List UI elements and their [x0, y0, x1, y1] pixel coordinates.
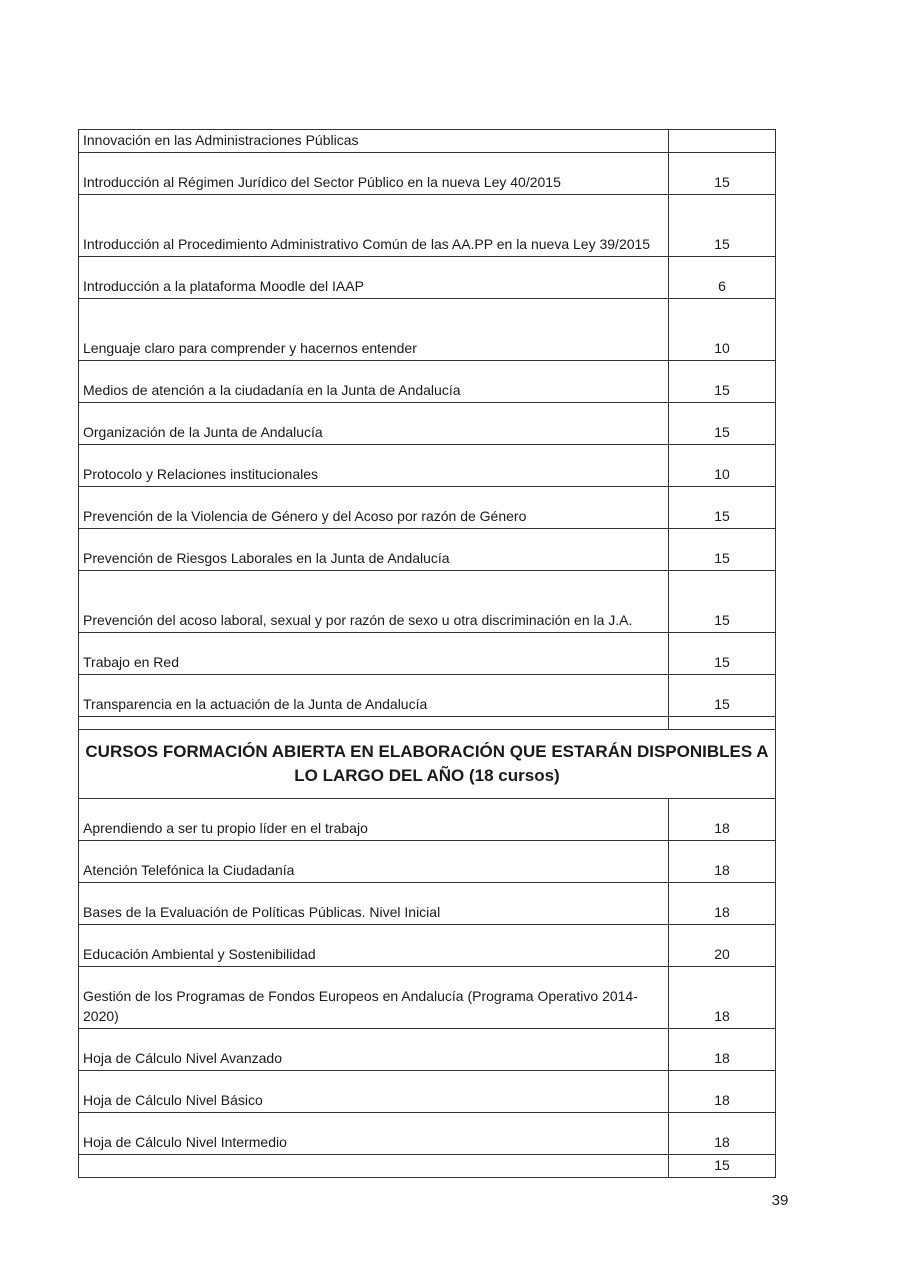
course-hours: 15 — [669, 633, 776, 675]
table-row — [79, 633, 776, 675]
table-row — [79, 299, 776, 361]
table-row — [79, 445, 776, 487]
table-row — [79, 153, 776, 195]
page-number: 39 — [771, 1192, 789, 1209]
course-name: Atención Telefónica la Ciudadanía — [79, 841, 669, 883]
table-row — [79, 1155, 776, 1178]
table-row — [79, 130, 776, 153]
course-hours: 15 — [669, 195, 776, 257]
course-hours: 15 — [669, 403, 776, 445]
course-name: Hoja de Cálculo Nivel Avanzado — [79, 1029, 669, 1071]
course-hours: 18 — [669, 1113, 776, 1155]
course-name: Hoja de Cálculo Nivel Básico — [79, 1071, 669, 1113]
course-hours: 15 — [669, 675, 776, 717]
course-name: Prevención de la Violencia de Género y del Acoso por razón de Género — [79, 487, 669, 529]
course-hours: 18 — [669, 967, 776, 1029]
course-hours: 10 — [669, 445, 776, 487]
table-row — [79, 799, 776, 841]
table-row — [79, 883, 776, 925]
table-row — [79, 403, 776, 445]
course-hours: 15 — [669, 529, 776, 571]
course-hours: 15 — [669, 487, 776, 529]
course-hours: 6 — [669, 257, 776, 299]
course-hours: 18 — [669, 1029, 776, 1071]
course-hours: 18 — [669, 841, 776, 883]
table-row — [79, 1029, 776, 1071]
spacer-row — [79, 717, 776, 730]
table-row — [79, 195, 776, 257]
course-name: Introducción a la plataforma Moodle del IAAP — [79, 257, 669, 299]
table-row — [79, 675, 776, 717]
course-name: Hoja de Cálculo Nivel Intermedio — [79, 1113, 669, 1155]
course-hours: 18 — [669, 883, 776, 925]
course-hours: 15 — [669, 571, 776, 633]
course-name — [79, 1155, 669, 1178]
course-name: Prevención del acoso laboral, sexual y por razón de sexo u otra discriminación en la J.A. — [79, 571, 669, 633]
course-name: Lenguaje claro para comprender y hacernos entender — [79, 299, 669, 361]
course-hours: 15 — [669, 153, 776, 195]
table-row — [79, 487, 776, 529]
course-name: Transparencia en la actuación de la Junta de Andalucía — [79, 675, 669, 717]
course-hours — [669, 130, 776, 153]
course-name: Organización de la Junta de Andalucía — [79, 403, 669, 445]
course-name: Protocolo y Relaciones institucionales — [79, 445, 669, 487]
course-name: Aprendiendo a ser tu propio líder en el trabajo — [79, 799, 669, 841]
course-hours: 15 — [669, 361, 776, 403]
table-row — [79, 841, 776, 883]
table-row — [79, 571, 776, 633]
course-hours: 18 — [669, 799, 776, 841]
course-name: Introducción al Procedimiento Administrativo Común de las AA.PP en la nueva Ley 39/2015 — [79, 195, 669, 257]
table-row — [79, 529, 776, 571]
course-name: Medios de atención a la ciudadanía en la Junta de Andalucía — [79, 361, 669, 403]
course-name: Trabajo en Red — [79, 633, 669, 675]
table-row — [79, 967, 776, 1029]
course-table — [78, 129, 776, 1178]
table-row — [79, 1071, 776, 1113]
table-row — [79, 1113, 776, 1155]
table-row — [79, 361, 776, 403]
course-name: Gestión de los Programas de Fondos Europeos en Andalucía (Programa Operativo 2014-2020) — [79, 967, 669, 1029]
course-name: Bases de la Evaluación de Políticas Públicas. Nivel Inicial — [79, 883, 669, 925]
table-row — [79, 257, 776, 299]
course-name: Prevención de Riesgos Laborales en la Junta de Andalucía — [79, 529, 669, 571]
course-name: Innovación en las Administraciones Públicas — [79, 130, 669, 153]
section-heading-row — [79, 730, 776, 799]
course-hours: 10 — [669, 299, 776, 361]
section-heading: CURSOS FORMACIÓN ABIERTA EN ELABORACIÓN QUE ESTARÁN DISPONIBLES A LO LARGO DEL AÑO (18 cursos) — [79, 730, 776, 799]
course-hours: 20 — [669, 925, 776, 967]
course-name: Introducción al Régimen Jurídico del Sector Público en la nueva Ley 40/2015 — [79, 153, 669, 195]
empty-cell — [79, 717, 669, 730]
course-hours: 18 — [669, 1071, 776, 1113]
empty-cell — [669, 717, 776, 730]
course-name: Educación Ambiental y Sostenibilidad — [79, 925, 669, 967]
table-row — [79, 925, 776, 967]
course-hours: 15 — [669, 1155, 776, 1178]
